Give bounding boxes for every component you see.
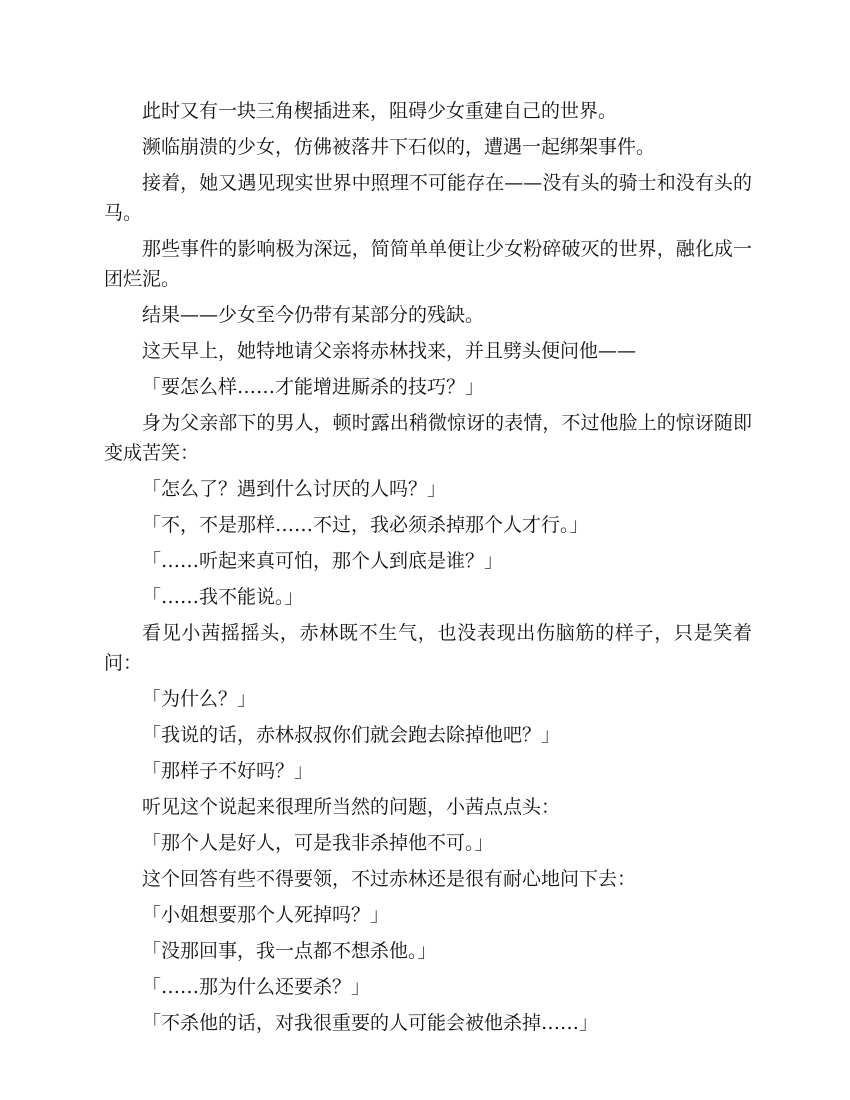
paragraph: 这个回答有些不得要领，不过赤林还是很有耐心地问下去： [142,868,637,890]
paragraph: 那些事件的影响极为深远，简简单单便让少女粉碎破灭的世界，融化成一团烂泥。 [104,238,752,290]
dialogue-line: 「……我不能说。」 [142,586,304,608]
paragraph: 接着，她又遇见现实世界中照理不可能存在——没有头的骑士和没有头的马。 [104,172,752,224]
dialogue-line: 「……那为什么还要杀？」 [142,976,371,998]
paragraph: 此时又有一块三角楔插进来，阻碍少女重建自己的世界。 [142,100,618,122]
paragraph: 濒临崩溃的少女，仿佛被落井下石似的，遭遇一起绑架事件。 [142,136,656,158]
dialogue-line: 「我说的话，赤林叔叔你们就会跑去除掉他吧？」 [142,724,561,746]
paragraph: 结果——少女至今仍带有某部分的残缺。 [142,304,485,326]
dialogue-line: 「不杀他的话，对我很重要的人可能会被他杀掉……」 [142,1012,599,1034]
dialogue-line: 「……听起来真可怕，那个人到底是谁？」 [142,550,504,572]
dialogue-line: 「小姐想要那个人死掉吗？」 [142,904,390,926]
page-body [104,96,752,1044]
paragraph: 听见这个说起来很理所当然的问题，小茜点点头： [142,796,561,818]
paragraph: 这天早上，她特地请父亲将赤林找来，并且劈头便问他—— [142,340,637,362]
dialogue-line: 「为什么？」 [142,688,257,710]
dialogue-line: 「怎么了？遇到什么讨厌的人吗？」 [142,478,447,500]
dialogue-line: 「那样子不好吗？」 [142,760,314,782]
dialogue-line: 「没那回事，我一点都不想杀他。」 [142,940,437,962]
paragraph: 看见小茜摇摇头，赤林既不生气，也没表现出伤脑筋的样子，只是笑着问： [104,622,752,674]
dialogue-line: 「那个人是好人，可是我非杀掉他不可。」 [142,832,494,854]
paragraph: 身为父亲部下的男人，顿时露出稍微惊讶的表情，不过他脸上的惊讶随即变成苦笑： [104,412,752,464]
dialogue-line: 「不，不是那样……不过，我必须杀掉那个人才行。」 [142,514,589,536]
dialogue-line: 「要怎么样……才能增进厮杀的技巧？」 [142,376,485,398]
